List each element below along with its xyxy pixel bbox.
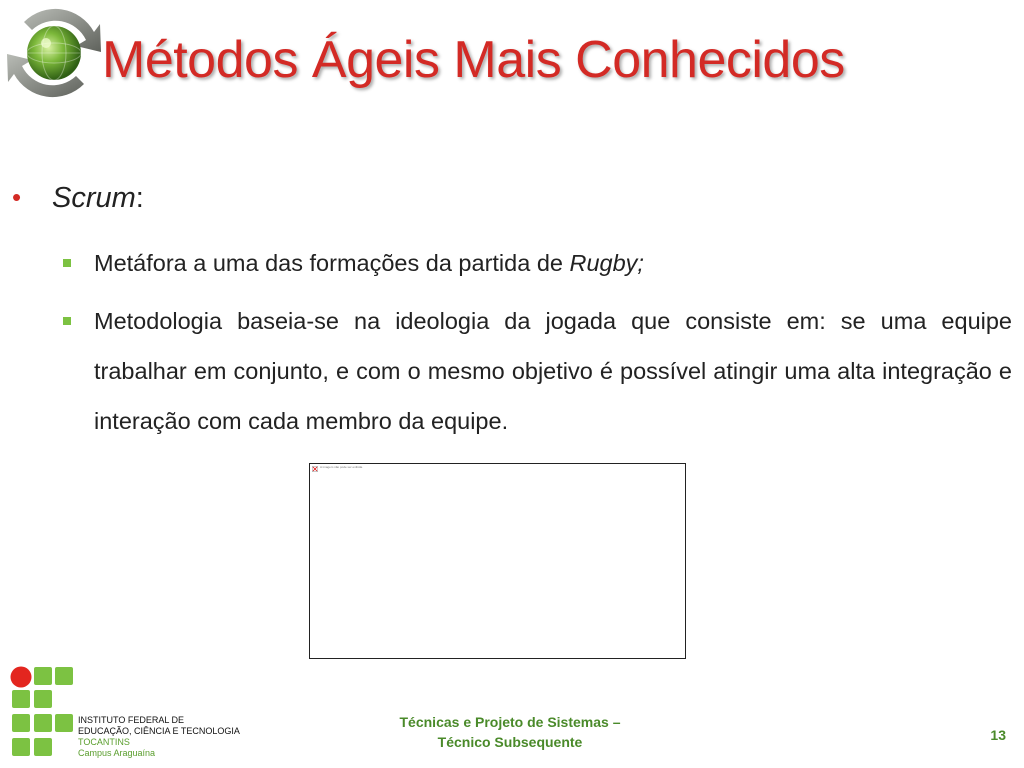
bullet-scrum — [12, 178, 612, 218]
image-placeholder — [309, 463, 686, 659]
image-alt-text: A imagem não pode ser exibida. — [320, 465, 363, 469]
institution-name: INSTITUTO FEDERAL DE EDUCAÇÃO, CIÊNCIA E TECNOLOGIA TOCANTINS Campus Araguaína — [78, 715, 240, 758]
course-footer: Técnicas e Projeto de Sistemas – Técnico Subsequente — [399, 714, 621, 750]
scrum-term: Scrum — [52, 182, 136, 214]
sub-bullet-text: Metodologia baseia-se na ideologia da jogada que consiste em: se uma equipe trabalhar em conjunto, e com o mesmo objetivo é possível atingir uma alta integração e interação com cada membro da equipe. — [94, 308, 1012, 434]
colon: : — [135, 182, 144, 214]
sub-bullet-text: Metáfora a uma das formações da partida de Rugby; — [94, 250, 644, 276]
globe-logo-icon — [2, 2, 106, 104]
square-bullet-icon — [63, 317, 71, 325]
broken-image-icon — [312, 466, 318, 472]
rugby-term: Rugby; — [569, 250, 644, 276]
bullet-dot: • — [12, 182, 22, 212]
bullet-text — [52, 178, 144, 218]
page-number: 13 — [990, 727, 1006, 743]
slide-title: Métodos Ágeis Mais Conhecidos — [102, 31, 845, 89]
if-logo-icon — [10, 666, 76, 762]
square-bullet-icon — [63, 259, 71, 267]
